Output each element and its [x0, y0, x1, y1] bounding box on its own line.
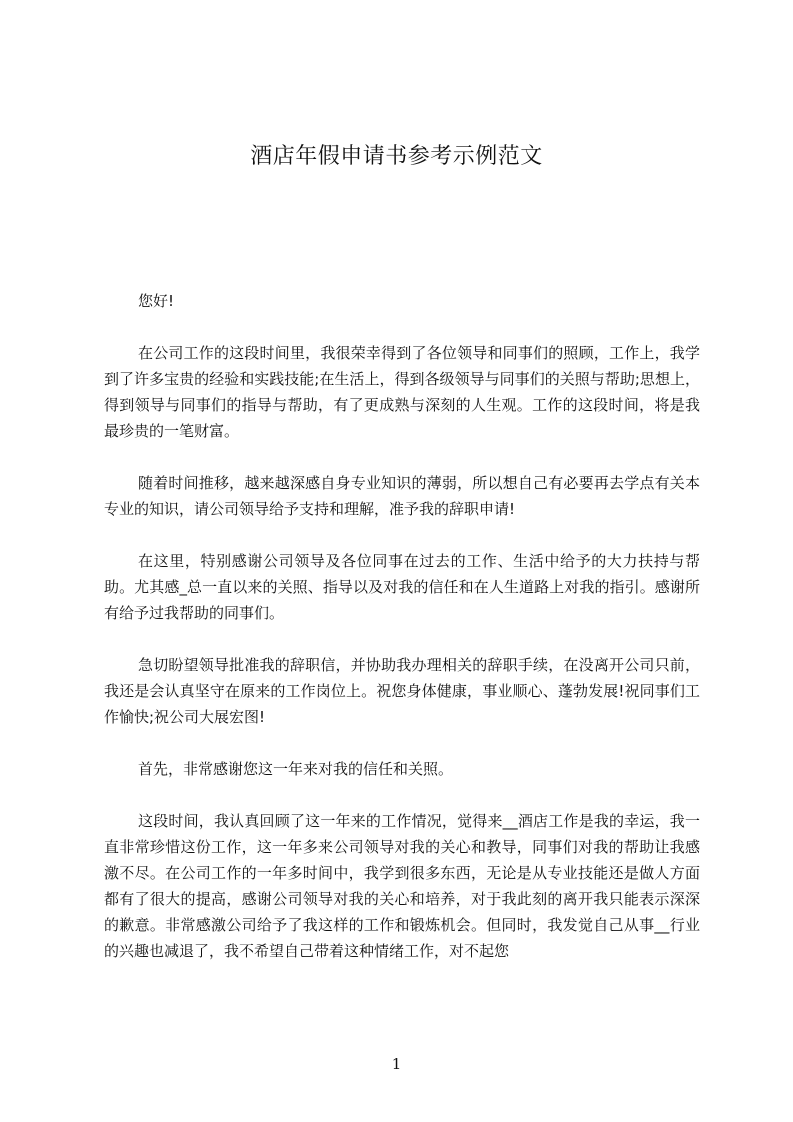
paragraph: 急切盼望领导批准我的辞职信，并协助我办理相关的辞职手续，在没离开公司只前，我还是会认真坚守在原来的工作岗位上。祝您身体健康，事业顺心、蓬勃发展!祝同事们工作愉快;祝公司大展宏图! — [104, 656, 700, 726]
page-number: 1 — [391, 1055, 402, 1073]
paragraph: 随着时间推移，越来越深感自身专业知识的薄弱，所以想自己有必要再去学点有关本专业的知识，请公司领导给予支持和理解，准予我的辞职申请! — [104, 474, 700, 518]
paragraph: 在公司工作的这段时间里，我很荣幸得到了各位领导和同事们的照顾，工作上，我学到了许多宝贵的经验和实践技能;在生活上，得到各级领导与同事们的关照与帮助;思想上，得到领导与同事们的指导与帮助，有了更成熟与深刻的人生观。工作的这段时间，将是我最珍贵的一笔财富。 — [104, 344, 700, 440]
greeting: 您好! — [138, 292, 175, 310]
paragraph: 首先，非常感谢您这一年来对我的信任和关照。 — [138, 760, 454, 778]
document-body — [104, 288, 700, 990]
document-title: 酒店年假申请书参考示例范文 — [250, 144, 543, 169]
paragraph: 这段时间，我认真回顾了这一年来的工作情况，觉得来__酒店工作是我的幸运，我一直非常珍惜这份工作，这一年多来公司领导对我的关心和教导，同事们对我的帮助让我感激不尽。在公司工作的一年多时间中，我学到很多东西，无论是从专业技能还是做人方面都有了很大的提高，感谢公司领导对我的关心和培养，对于我此刻的离开我只能表示深深的歉意。非常感激公司给予了我这样的工作和锻炼机会。但同时，我发觉自己从事__行业的兴趣也减退了，我不希望自己带着这种情绪工作，对不起您 — [104, 812, 700, 960]
paragraph: 在这里，特别感谢公司领导及各位同事在过去的工作、生活中给予的大力扶持与帮助。尤其感_总一直以来的关照、指导以及对我的信任和在人生道路上对我的指引。感谢所有给予过我帮助的同事们。 — [104, 552, 700, 622]
